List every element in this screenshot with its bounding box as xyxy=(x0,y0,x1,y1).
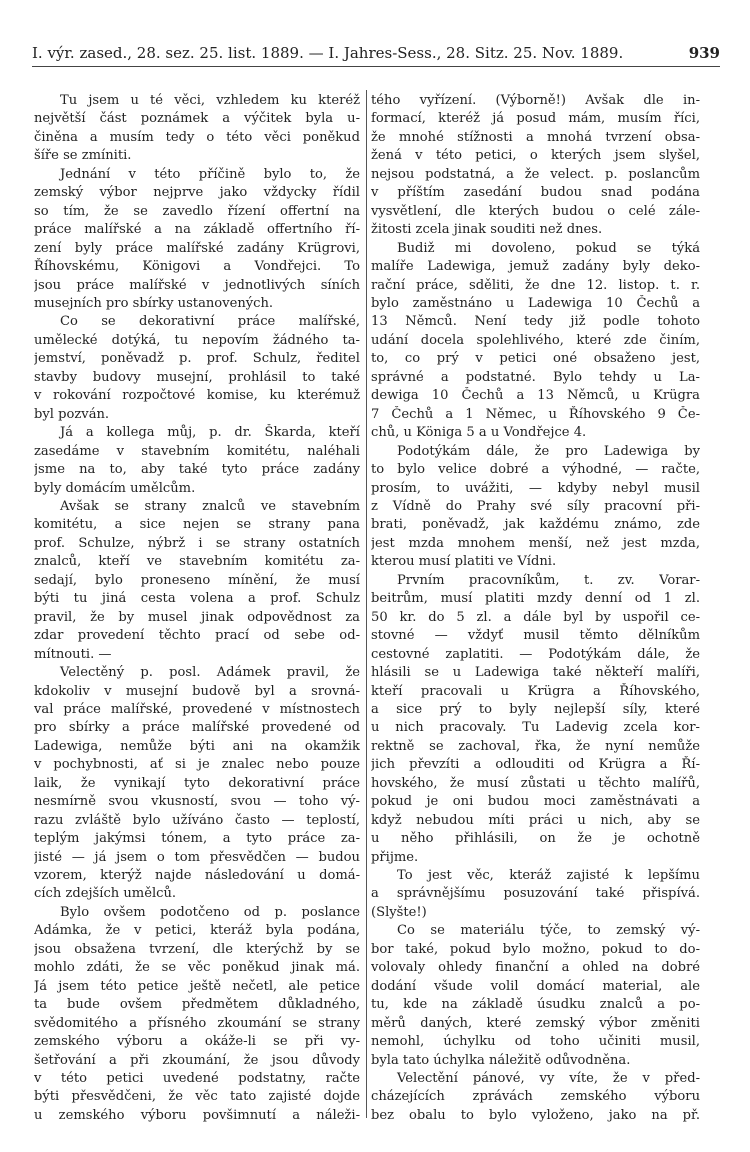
text-line: Já jsem této petice ještě nečetl, ale petice xyxy=(34,978,360,994)
text-line: v rokování rozpočtové komise, ku kterémuž xyxy=(34,388,360,404)
text-line: býti tu jiná cesta volena a prof. Schulz xyxy=(34,591,360,607)
text-line: cházejících zprávách zemského výboru xyxy=(371,1089,700,1105)
text-line: rační práce, sděliti, že dne 12. listop. t. r. xyxy=(371,277,700,293)
text-line: vysvětlení, dle kterých budou o celé zále- xyxy=(371,203,700,219)
text-line: znalců, kteří ve stavebním komitétu za- xyxy=(34,554,360,570)
text-line: formací, kteréž já posud mám, musím říci, xyxy=(371,111,700,127)
text-line: 13 Němců. Není tedy již podle tohoto xyxy=(371,314,700,330)
text-line: (Slyšte!) xyxy=(371,904,427,920)
text-line: Ladewiga, nemůže býti ani na okamžik xyxy=(34,738,360,754)
text-line: jich převzíti a odlouditi od Krügra a Ří- xyxy=(371,757,700,773)
text-line: v pochybnosti, ať si je znalec nebo pouze xyxy=(34,757,360,773)
text-line: ta bude ovšem předmětem důkladného, xyxy=(34,997,360,1013)
text-line: jest mzda mnohem menší, než jest mzda, xyxy=(371,535,700,551)
text-line: Bylo ovšem podotčeno od p. poslance xyxy=(60,904,360,920)
text-line: laik, že vynikají tyto dekorativní práce xyxy=(34,775,360,791)
text-line: rektně se zachoval, řka, že nyní nemůže xyxy=(371,738,700,754)
text-line: jsou práce malířské v jednotlivých síních xyxy=(34,277,360,293)
text-line: byly domácím umělcům. xyxy=(34,480,196,496)
text-line: mohlo zdáti, že se věc poněkud jinak má. xyxy=(34,960,360,976)
text-line: Avšak se strany znalců ve stavebním xyxy=(60,498,360,514)
text-line: pravil, že by musel jinak odpovědnost za xyxy=(34,609,360,625)
text-line: dewiga 10 Čechů a 13 Němců, u Krügra xyxy=(371,388,700,404)
text-line: malíře Ladewiga, jemuž zadány byly deko- xyxy=(371,259,700,275)
text-line: dodání všude volil domácí material, ale xyxy=(371,978,700,994)
text-line: žená v této petici, o kterých jsem slyšel, xyxy=(371,148,700,164)
text-line: teplým jakýmsi tónem, a tyto práce za- xyxy=(34,831,360,847)
text-line: když nebudou míti práci u nich, aby se xyxy=(371,812,700,828)
text-line: Tu jsem u té věci, vzhledem ku kteréž xyxy=(60,93,360,108)
text-line: val práce malířské, provedené v místnostech xyxy=(34,701,360,717)
text-line: cestovné zaplatiti. — Podotýkám dále, že xyxy=(371,646,700,662)
text-line: Já a kollega můj, p. dr. Škarda, kteří xyxy=(60,425,360,441)
text-line: prosím, to uvážiti, — kdyby nebyl musil xyxy=(371,480,700,496)
text-line: Podotýkám dále, že pro Ladewiga by xyxy=(397,443,700,459)
text-line: to bylo velice dobré a výhodné, — račte, xyxy=(371,462,700,478)
text-line: u něho přihlásili, on že je ochotně xyxy=(371,831,700,847)
text-line: z Vídně do Prahy své síly pracovní při- xyxy=(371,498,700,514)
text-line: v příštím zasedání budou snad podána xyxy=(371,185,700,201)
text-line: bez obalu to bylo vyloženo, jako na př. xyxy=(371,1107,700,1123)
text-line: komitétu, a sice nejen se strany pana xyxy=(34,517,360,533)
text-line: tu, kde na základě úsudku znalců a po- xyxy=(371,997,700,1013)
text-line: měrů daných, které zemský výbor změniti xyxy=(371,1015,700,1031)
page-header xyxy=(32,40,720,67)
text-line: zemského výboru a okáže-li se při vy- xyxy=(34,1034,360,1050)
text-line: byl pozván. xyxy=(34,406,110,422)
text-line: beitrům, musí platiti mzdy denní od 1 zl. xyxy=(371,591,700,607)
left-column xyxy=(34,92,360,1125)
text-line: v této petici uvedené podstatny, račte xyxy=(34,1071,360,1087)
text-line: kdokoliv v musejní budově byl a srovná- xyxy=(34,683,360,699)
text-line: Velectěný p. posl. Adámek pravil, že xyxy=(60,665,360,681)
text-line: mítnouti. — xyxy=(34,646,112,662)
text-line: nejsou podstatná, a že velect. p. poslancům xyxy=(371,166,700,182)
text-line: zdar provedení těchto prací od sebe od- xyxy=(34,628,360,644)
column-divider xyxy=(366,90,367,1118)
text-line: pro sbírky a práce malířské provedené od xyxy=(34,720,360,736)
text-line: šetřování a při zkoumání, že jsou důvody xyxy=(34,1052,360,1068)
text-line: Adámka, že v petici, kteráž byla podána, xyxy=(34,923,360,939)
text-line: Co se materiálu týče, to zemský vý- xyxy=(397,923,700,939)
text-line: u zemského výboru povšimnutí a náleži- xyxy=(34,1107,360,1123)
text-line: musejních pro sbírky ustanovených. xyxy=(34,295,274,311)
text-line: volovaly ohledy finanční a ohled na dobré xyxy=(371,960,700,976)
right-column xyxy=(371,92,700,1125)
text-line: Prvním pracovníkům, t. zv. Vorar- xyxy=(397,572,700,588)
text-line: nesmírně svou vkusností, svou — toho vý- xyxy=(34,794,360,810)
text-line: kterou musí platiti ve Vídni. xyxy=(371,554,557,570)
text-line: stovné — vždyť musil těmto dělníkům xyxy=(371,628,700,644)
text-line: a správnějšímu posuzování také přispívá. xyxy=(371,886,700,902)
text-line: bor také, pokud bylo možno, pokud to do- xyxy=(371,941,700,957)
text-line: bylo zaměstnáno u Ladewiga 10 Čechů a xyxy=(371,295,700,311)
text-line: zení byly práce malířské zadány Krügrovi, xyxy=(34,240,360,256)
text-line: jsme na to, aby také tyto práce zadány xyxy=(34,462,360,478)
text-line: Budiž mi dovoleno, pokud se týká xyxy=(397,240,700,256)
text-line: největší část poznámek a výčitek byla u- xyxy=(34,111,360,127)
text-line: To jest věc, kteráž zajisté k lepšímu xyxy=(397,868,700,884)
text-line: pokud je oni budou moci zaměstnávati a xyxy=(371,794,700,810)
text-line: umělecké dotýká, tu nepovím žádného ta- xyxy=(34,332,360,348)
text-line: Velectění pánové, vy víte, že v před- xyxy=(397,1071,700,1087)
header-title: I. výr. zased., 28. sez. 25. list. 1889. — I. Jahres-Sess., 28. Sitz. 25. Nov. 1889. xyxy=(32,44,624,62)
text-line: stavby budovy musejní, prohlásil to také xyxy=(34,369,360,385)
text-line: přijme. xyxy=(371,849,419,865)
text-line: udání docela spolehlivého, které zde činím, xyxy=(371,332,700,348)
text-line: u nich pracovaly. Tu Ladevig zcela kor- xyxy=(371,720,700,736)
text-line: prof. Schulze, nýbrž i se strany ostatních xyxy=(34,535,360,551)
text-line: byla tato úchylka náležitě odůvodněna. xyxy=(371,1052,631,1068)
text-line: nemohl, úchylku od toho učiniti musil, xyxy=(371,1034,700,1050)
page-number: 939 xyxy=(688,44,720,62)
text-line: chů, u Königa 5 a u Vondřejce 4. xyxy=(371,425,587,441)
text-line: jemství, poněvadž p. prof. Schulz, ředitel xyxy=(34,351,360,367)
text-line: 50 kr. do 5 zl. a dále byl by uspořil ce- xyxy=(371,609,700,625)
text-line: cích zdejších umělců. xyxy=(34,886,177,902)
text-line: Co se dekorativní práce malířské, xyxy=(60,314,360,330)
text-line: hlásili se u Ladewiga také někteří malíři, xyxy=(371,665,700,681)
text-line: že mnohé stížnosti a mnohá tvrzení obsa- xyxy=(371,129,700,145)
text-line: brati, poněvadž, jak každému známo, zde xyxy=(371,517,700,533)
text-line: žitosti zcela jinak souditi než dnes. xyxy=(371,222,603,238)
text-line: svědomitého a přísného zkoumání se strany xyxy=(34,1015,360,1031)
text-line: správné a podstatné. Bylo tehdy u La- xyxy=(371,369,700,385)
text-line: práce malířské a na základě offertního ří- xyxy=(34,222,360,238)
text-line: zasedáme v stavebním komitétu, naléhali xyxy=(34,443,360,459)
text-line: Jednání v této příčině bylo to, že xyxy=(60,166,360,182)
text-line: Říhovskému, Königovi a Vondřejci. To xyxy=(34,259,360,275)
text-line: šíře se zmíniti. xyxy=(34,148,132,164)
text-line: hovského, že musí zůstati u těchto malířů, xyxy=(371,775,700,791)
text-line: jsou obsažena tvrzení, dle kterýchž by se xyxy=(34,941,360,957)
text-line: jisté — já jsem o tom přesvědčen — budou xyxy=(34,849,360,865)
text-line: zemský výbor nejprve jako vždycky řídil xyxy=(34,185,360,201)
text-line: býti přesvědčeni, že věc tato zajisté dojde xyxy=(34,1089,360,1105)
text-line: kteří pracovali u Krügra a Říhovského, xyxy=(371,683,700,699)
text-line: tého vyřízení. (Výborně!) Avšak dle in- xyxy=(371,93,700,108)
text-line: razu zvláště bylo užíváno často — teplostí, xyxy=(34,812,360,828)
text-line: 7 Čechů a 1 Němec, u Říhovského 9 Če- xyxy=(371,406,700,422)
text-line: to, co prý v petici oné obsaženo jest, xyxy=(371,351,700,367)
text-line: sedají, bylo proneseno mínění, že musí xyxy=(34,572,360,588)
text-line: činěna a musím tedy o této věci poněkud xyxy=(34,129,360,145)
text-line: a sice prý to byly nejlepší síly, které xyxy=(371,701,700,717)
text-line: so tím, že se zavedlo řízení offertní na xyxy=(34,203,360,219)
text-line: vzorem, kterýž najde následování u domá- xyxy=(34,868,360,884)
